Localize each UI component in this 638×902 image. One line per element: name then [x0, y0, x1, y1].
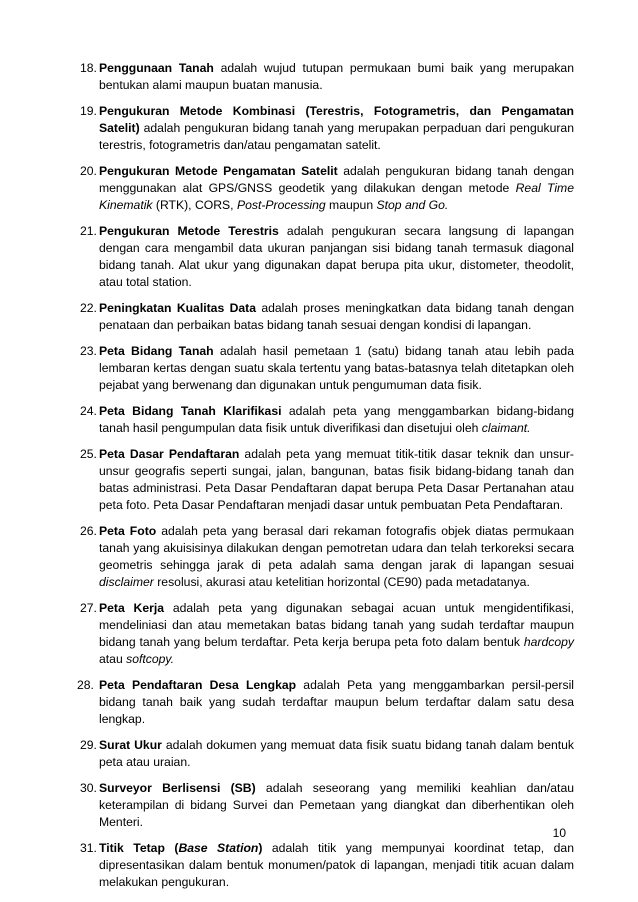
- definition-item: [68, 523, 574, 591]
- item-number: 23.: [80, 344, 97, 358]
- definition-item: [68, 446, 574, 514]
- definition-item: [68, 103, 574, 154]
- item-number: 19.: [80, 104, 97, 118]
- defined-term: ): [258, 841, 263, 855]
- defined-term: Surat Ukur: [99, 738, 162, 752]
- definition-text: maupun: [325, 198, 377, 212]
- definition-text: adalah peta yang berasal dari rekaman fotografis objek diatas permukaan tanah yang akuisisinya dilakukan dengan pemotretan udara dan telah terkoreksi secara geometris sehingga jarak di peta adalah sama dengan jarak di lapangan sesuai: [99, 524, 574, 572]
- item-number: 25.: [80, 447, 97, 461]
- definition-text: adalah wujud tutupan permukaan bumi baik yang merupakan bentukan alami maupun buatan manusia.: [99, 61, 574, 92]
- definition-text: (RTK), CORS,: [152, 198, 237, 212]
- definition-text: adalah pengukuran bidang tanah dengan menggunakan alat GPS/GNSS geodetik yang dilakukan dengan metode: [99, 164, 575, 195]
- defined-term: Titik Tetap (: [99, 841, 179, 855]
- item-number: 21.: [80, 224, 97, 238]
- emphasis-text: Post-Processing: [236, 198, 326, 212]
- definition-text: adalah peta yang memuat titik-titik dasar teknik dan unsur-unsur geografis seperti sungai, jalan, bangunan, batas fisik bidang-bidang tanah dan batas administrasi. Peta Dasar Pendaftaran dapat berupa Peta Dasar Pertanahan atau peta foto. Peta Dasar Pendaftaran menjadi dasar untuk pembuatan Peta Pendaftaran.: [99, 447, 574, 512]
- definition-text: resolusi, akurasi atau ketelitian horizontal (CE90) pada metadatanya.: [153, 575, 530, 589]
- item-number: 28.: [77, 678, 94, 692]
- definition-item: [68, 60, 574, 94]
- defined-term: Surveyor Berlisensi (SB): [99, 781, 256, 795]
- defined-term: Peta Bidang Tanah Klarifikasi: [99, 404, 282, 418]
- emphasis-text: Stop and Go.: [376, 198, 449, 212]
- item-number: 29.: [80, 738, 97, 752]
- definition-text: adalah proses meningkatkan data bidang tanah dengan penataan dan perbaikan batas bidang tanah sesuai dengan kondisi di lapangan.: [99, 301, 574, 332]
- definition-text: adalah dokumen yang memuat data fisik suatu bidang tanah dalam bentuk peta atau uraian.: [99, 738, 575, 769]
- item-number: 22.: [80, 301, 97, 315]
- definition-text: adalah pengukuran secara langsung di lapangan dengan cara mengambil data ukuran panjangan sisi bidang tanah termasuk diagonal bidang tanah. Alat ukur yang digunakan dapat berupa pita ukur, distometer, theodolit, atau total station.: [99, 224, 574, 289]
- defined-term: Pengukuran Metode Terestris: [99, 224, 279, 238]
- definition-item: [68, 163, 574, 214]
- definition-item: [68, 223, 574, 291]
- emphasis-text: softcopy.: [126, 652, 174, 666]
- definition-item: [68, 840, 574, 891]
- definition-item: [68, 677, 574, 728]
- emphasis-text: disclaimer: [99, 575, 154, 589]
- emphasis-text: Real Time Kinematik: [99, 181, 574, 212]
- definition-text: adalah peta yang digunakan sebagai acuan untuk mengidentifikasi, mendeliniasi dan atau memetakan batas bidang tanah yang sudah terdaftar maupun bidang tanah yang belum terdaftar. Peta kerja berupa peta foto dalam bentuk: [99, 601, 574, 649]
- emphasis-text: hardcopy: [523, 635, 574, 649]
- defined-term: Penggunaan Tanah: [99, 61, 214, 75]
- definition-text: adalah seseorang yang memiliki keahlian dan/atau keterampilan di bidang Survei dan Pemetaan yang diangkat dan diberhentikan oleh Menteri.: [99, 781, 575, 829]
- definition-item: [68, 300, 574, 334]
- defined-term: Peta Dasar Pendaftaran: [99, 447, 240, 461]
- definition-item: [68, 600, 574, 668]
- definition-item: [68, 737, 574, 771]
- definition-text: atau: [99, 652, 127, 666]
- defined-term: Pengukuran Metode Pengamatan Satelit: [99, 164, 338, 178]
- defined-term: Peta Kerja: [99, 601, 165, 615]
- item-number: 18.: [80, 61, 97, 75]
- defined-term: Peningkatan Kualitas Data: [99, 301, 256, 315]
- item-number: 27.: [80, 601, 97, 615]
- emphasis-text: Base Station: [178, 841, 259, 855]
- definition-text: adalah Peta yang menggambarkan persil-persil bidang tanah baik yang sudah terdaftar maupun belum terdaftar dalam satu desa lengkap.: [99, 678, 575, 726]
- definition-item: [68, 343, 574, 394]
- defined-term: Peta Bidang Tanah: [99, 344, 214, 358]
- item-number: 31.: [80, 841, 97, 855]
- definition-item: [68, 403, 574, 437]
- definition-list: [68, 60, 574, 900]
- page-number: 10: [552, 826, 566, 840]
- definition-item: [68, 780, 574, 831]
- item-number: 20.: [80, 164, 97, 178]
- definition-text: adalah titik yang mempunyai koordinat tetap, dan dipresentasikan dalam bentuk monumen/patok di lapangan, menjadi titik acuan dalam melakukan pengukuran.: [99, 841, 574, 889]
- definition-text: adalah peta yang menggambarkan bidang-bidang tanah hasil pengumpulan data fisik untuk diverifikasi dan disetujui oleh: [99, 404, 574, 435]
- item-number: 26.: [80, 524, 97, 538]
- item-number: 24.: [80, 404, 97, 418]
- defined-term: Pengukuran Metode Kombinasi (Terestris, Fotogrametris, dan Pengamatan Satelit): [99, 104, 574, 135]
- defined-term: Peta Pendaftaran Desa Lengkap: [99, 678, 297, 692]
- item-number: 30.: [80, 781, 97, 795]
- definition-text: adalah pengukuran bidang tanah yang merupakan perpaduan dari pengukuran terestris, fotogrametris dan/atau pengamatan satelit.: [99, 121, 574, 152]
- defined-term: Peta Foto: [99, 524, 157, 538]
- definition-text: adalah hasil pemetaan 1 (satu) bidang tanah atau lebih pada lembaran kertas dengan suatu skala tertentu yang batas-batasnya telah ditetapkan oleh pejabat yang berwenang dan digunakan untuk pengumuman data fisik.: [99, 344, 574, 392]
- emphasis-text: claimant.: [481, 421, 531, 435]
